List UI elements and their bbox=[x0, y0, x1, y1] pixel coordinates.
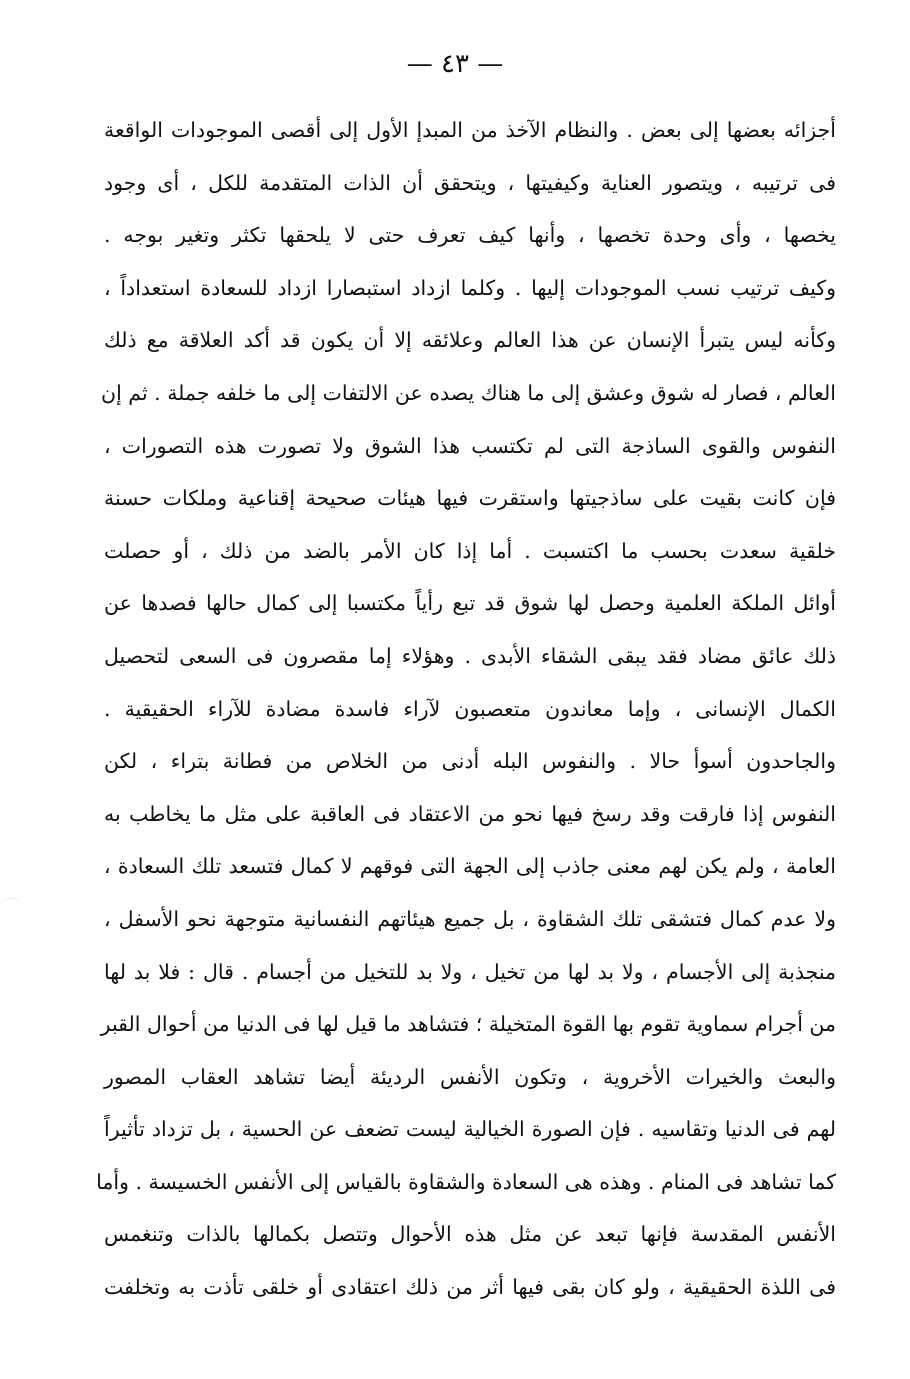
text-line-11: ذلك عائق مضاد فقد يبقى الشقاء الأبدى . وهؤلاء إما مقصرون فى السعى لتحصيل bbox=[104, 643, 836, 668]
text-line-16: ولا عدم كمال فتشقى تلك الشقاوة ، بل جميع هيئاتهم النفسانية متوجهة نحو الأسفل ، bbox=[104, 906, 836, 931]
text-line-3: يخصها ، وأى وحدة تخصها ، وأنها كيف تعرف حتى لا يلحقها تكثر وتغير بوجه . bbox=[104, 223, 836, 248]
page-body-text bbox=[96, 104, 836, 1314]
text-line-6: العالم ، فصار له شوق وعشق إلى ما هناك يصده عن الالتفات إلى ما خلفه جملة . ثم إن bbox=[101, 380, 836, 405]
text-line-13: والجاحدون أسوأ حالا . والنفوس البله أدنى من الخلاص من فطانة بتراء ، لكن bbox=[104, 749, 836, 774]
text-line-18: من أجرام سماوية تقوم بها القوة المتخيلة ؛ فتشاهد ما قيل لها فى الدنيا من أحوال القبر bbox=[100, 1012, 836, 1037]
text-line-19: والبعث والخيرات الأخروية ، وتكون الأنفس الرديئة أيضا تشاهد العقاب المصور bbox=[104, 1064, 836, 1089]
text-line-1: أجزائه بعضها إلى بعض . والنظام الآخذ من المبدإ الأول إلى أقصى الموجودات الواقعة bbox=[104, 118, 836, 142]
text-line-12: الكمال الإنسانى ، وإما معاندون متعصبون لآراء فاسدة مضادة للآراء الحقيقية . bbox=[104, 696, 836, 721]
text-line-20: لهم فى الدنيا وتقاسيه . فإن الصورة الخيالية ليست تضعف عن الحسية ، بل تزداد تأثيراً bbox=[104, 1117, 836, 1142]
text-line-2: فى ترتيبه ، ويتصور العناية وكيفيتها ، ويتحقق أن الذات المتقدمة للكل ، أى وجود bbox=[104, 170, 836, 195]
page-number: — ٤٣ — bbox=[406, 49, 504, 79]
text-line-22: الأنفس المقدسة فإنها تبعد عن مثل هذه الأحوال وتتصل بكمالها بالذات وتنغمس bbox=[104, 1222, 836, 1247]
text-line-4: وكيف ترتيب نسب الموجودات إليها . وكلما ازداد استبصارا ازداد للسعادة استعداداً ، bbox=[104, 275, 836, 300]
text-line-7: النفوس والقوى الساذجة التى لم تكتسب هذا الشوق ولا تصورت هذه التصورات ، bbox=[104, 433, 836, 458]
text-line-14: النفوس إذا فارقت وقد رسخ فيها نحو من الاعتقاد فى العاقبة على مثل ما يخاطب به bbox=[104, 801, 836, 826]
text-line-10: أوائل الملكة العلمية وحصل لها شوق قد تبع رأياً مكتسبا إلى كمال حالها فصدها عن bbox=[104, 591, 836, 616]
text-line-17: منجذبة إلى الأجسام ، ولا بد لها من تخيل ، ولا بد للتخيل من أجسام . قال : فلا بد لها bbox=[104, 959, 836, 984]
text-line-15: العامة ، ولم يكن لهم معنى جاذب إلى الجهة التى فوقهم لا كمال فتسعد تلك السعادة ، bbox=[104, 854, 836, 879]
text-line-23: فى اللذة الحقيقية ، ولو كان بقى فيها أثر من ذلك اعتقادى أو خلقى تأذت به وتخلفت bbox=[104, 1275, 836, 1300]
page-header bbox=[0, 44, 910, 84]
text-line-9: خلقية سعدت بحسب ما اكتسبت . أما إذا كان الأمر بالضد من ذلك ، أو حصلت bbox=[104, 538, 836, 563]
text-line-8: فإن كانت بقيت على ساذجيتها واستقرت فيها هيئات صحيحة إقناعية وملكات حسنة bbox=[104, 486, 836, 511]
text-line-21: كما تشاهد فى المنام . وهذه هى السعادة والشقاوة بالقياس إلى الأنفس الخسيسة . وأما bbox=[96, 1169, 836, 1194]
text-line-5: وكأنه ليس يتبرأ الإنسان عن هذا العالم وعلائقه إلا أن يكون قد أكد العلاقة مع ذلك bbox=[104, 328, 836, 353]
margin-mark bbox=[0, 898, 22, 917]
